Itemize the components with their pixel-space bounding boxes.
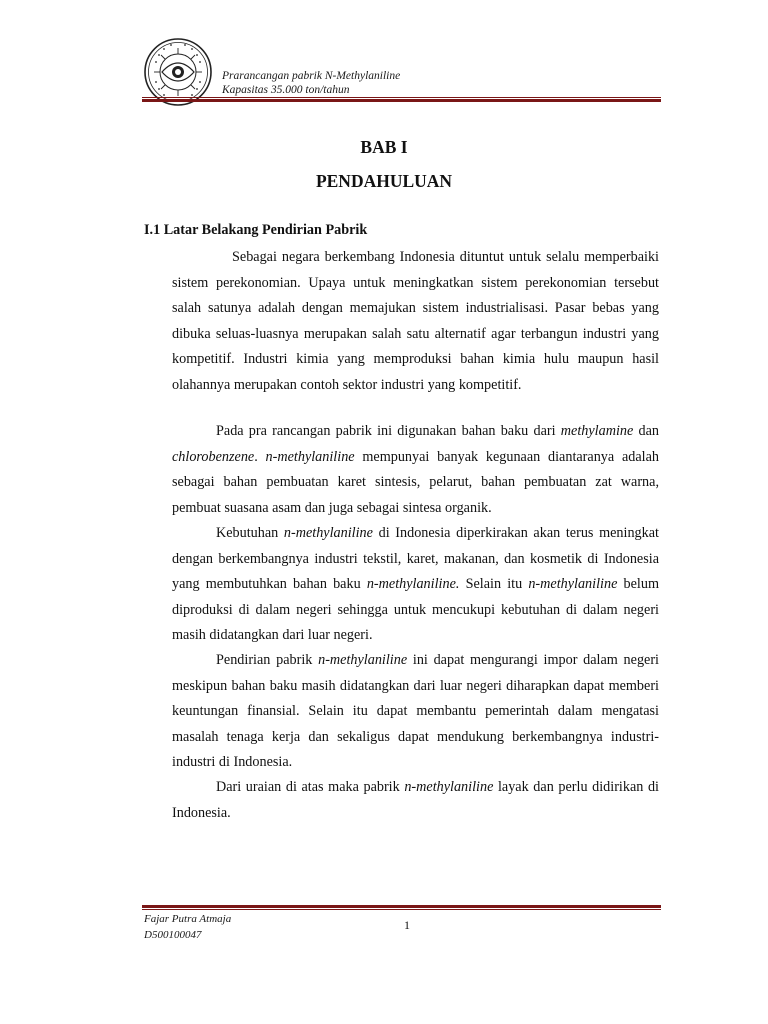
paragraph-4: Pendirian pabrik n-methylaniline ini dapat mengurangi impor dalam negeri meskipun bahan baku masih didatangkan dari luar negeri diharapkan dapat memberi keuntungan finansial. Selain itu dapat membantu pemerintah dalam mengatasi masalah tenaga kerja dan sekaligus dapat mendukung berkembangnya industri-industri di Indonesia. [172, 652, 660, 770]
term-n-methylaniline: n-methylaniline. [366, 576, 460, 592]
term-n-methylaniline: n-methylaniline [404, 779, 494, 795]
chapter-number: BAB I [360, 137, 408, 157]
footer-rule [142, 904, 661, 910]
chapter-title: PENDAHULUAN [315, 171, 453, 191]
footer-student-id: D500100047 [144, 929, 202, 941]
footer-author-block [144, 911, 231, 943]
term-n-methylaniline: n-methylaniline [528, 576, 618, 592]
term-n-methylaniline: n-methylaniline [283, 525, 373, 541]
paragraph-2: Pada pra rancangan pabrik ini digunakan bahan baku dari methylamine dan chlorobenzene. n-methylaniline mempunyai banyak kegunaan diantaranya adalah sebagai bahan pembuatan karet sintesis, pelarut, bahan pembuatan zat warna, pembuat suasana asam dan juga sebagai sintesa organik. [172, 423, 659, 516]
term-methylamine: methylamine [560, 423, 634, 439]
section-heading: I.1 Latar Belakang Pendirian Pabrik [144, 222, 368, 238]
term-n-methylaniline: n-methylaniline [318, 652, 408, 668]
term-chlorobenzene: chlorobenzene [172, 448, 255, 465]
term-n-methylaniline: n-methylaniline [265, 448, 355, 465]
running-header [222, 69, 400, 97]
paragraph-3: Kebutuhan n-methylaniline di Indonesia diperkirakan akan terus meningkat dengan berkembangnya industri tekstil, karet, makanan, dan kosmetik di Indonesia yang membutuhkan bahan baku n-methylaniline. Selain itu n-methylaniline belum diproduksi di dalam negeri sehingga untuk mencukupi kebutuhan di dalam negeri masih didatangkan dari luar negeri. [172, 525, 659, 643]
paragraph-1: Sebagai negara berkembang Indonesia dituntut untuk selalu memperbaiki sistem perekonomian. Upaya untuk meningkatkan sistem perekonomian tersebut salah satunya adalah dengan memajukan sistem industrialisasi. Pasar bebas yang dibuka seluas-luasnya merupakan salah satu alternatif agar terbangun industri yang kompetitif. Industri kimia yang memproduksi bahan kimia hulu maupun hasil olahannya merupakan contoh sektor industri yang kompetitif. [172, 249, 659, 393]
page-number: 1 [404, 918, 410, 932]
paragraph-5: Dari uraian di atas maka pabrik n-methylaniline layak dan perlu didirikan di Indonesia. [172, 779, 659, 821]
footer-author: Fajar Putra Atmaja [144, 913, 232, 925]
header-rule [142, 97, 661, 102]
header-title: Prarancangan pabrik N-Methylaniline [222, 70, 401, 82]
header-capacity: Kapasitas 35.000 ton/tahun [222, 84, 350, 96]
